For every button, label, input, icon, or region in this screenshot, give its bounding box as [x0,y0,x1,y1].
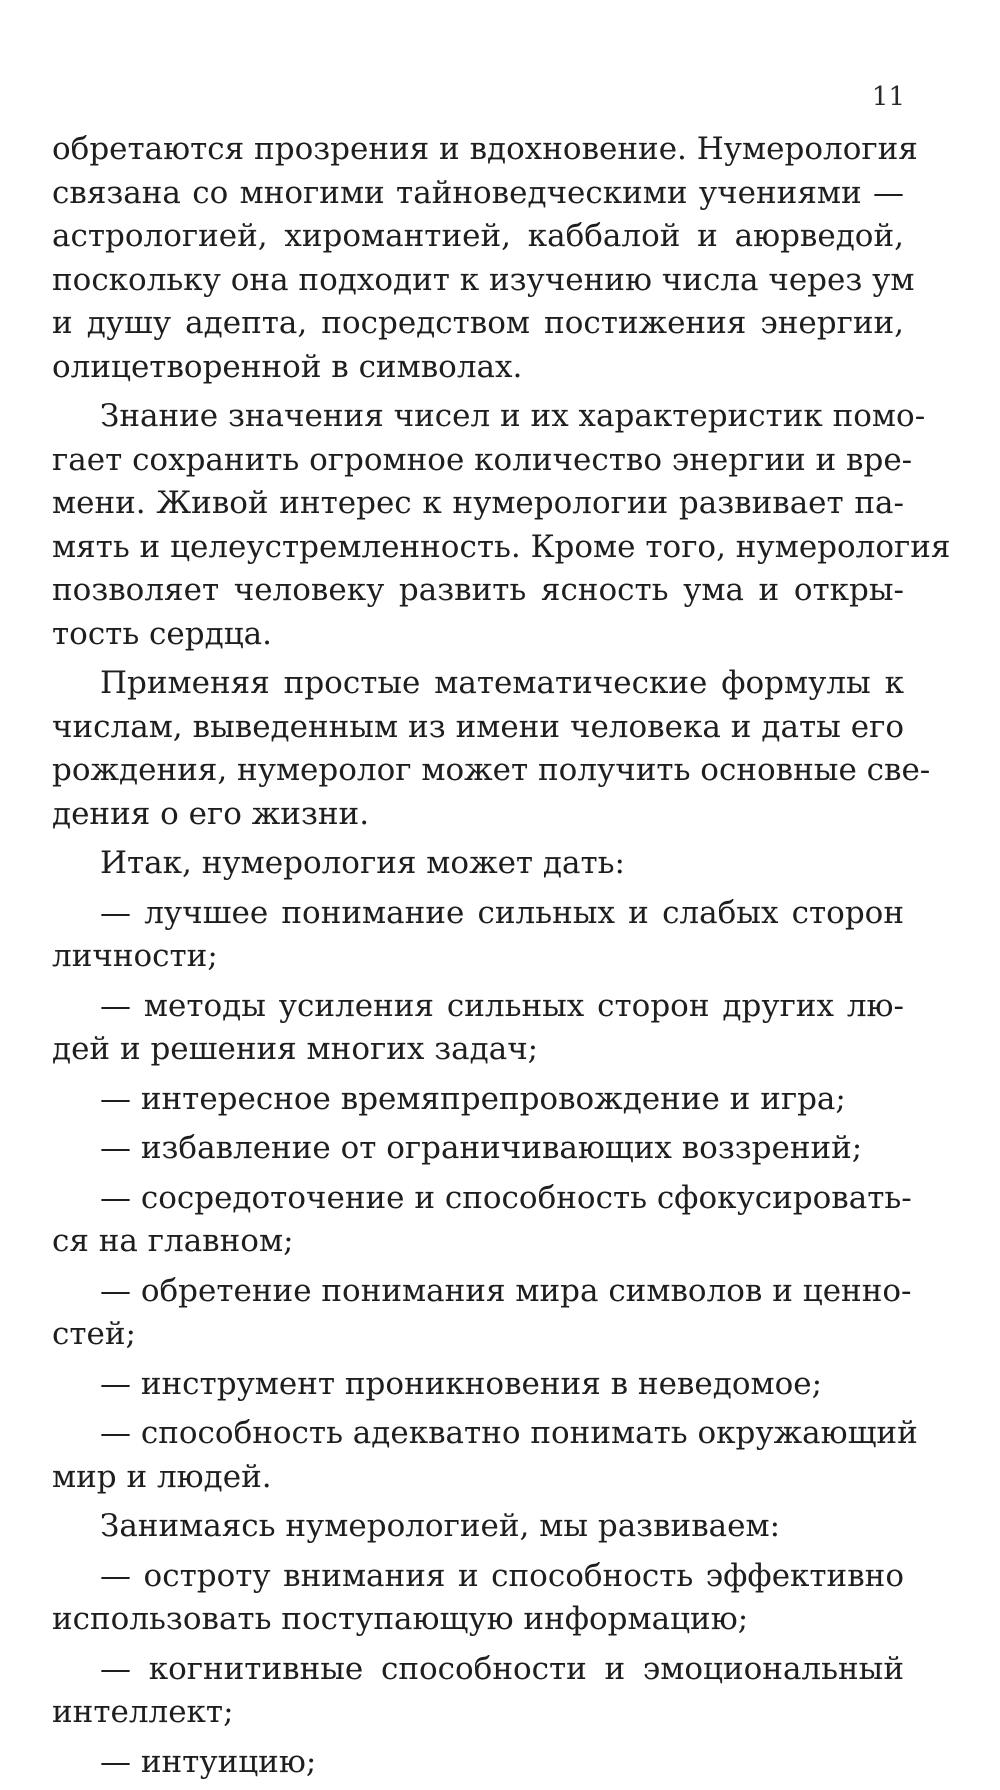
text-line: связана со многими тайноведческими учениями — [52,174,904,211]
text-line: дей и решения многих задач; [52,1031,539,1067]
paragraph-p16 [52,1741,904,1785]
text-line: — способность адекватно понимать окружающий [100,1415,918,1451]
text-line: мир и людей. [52,1458,272,1495]
text-line: дения о его жизни. [52,795,370,832]
paragraph-p6 [52,985,904,1072]
paragraph-p15 [52,1648,904,1735]
paragraph-p7 [52,1078,904,1122]
paragraph-p14 [52,1555,904,1642]
text-line: Знание значения чисел и их характеристик помо- [100,398,926,434]
text-line: — интуицию; [100,1743,317,1780]
text-line: — методы усиления сильных сторон других лю- [100,987,904,1024]
text-line: и душу адепта, посредством постижения энергии, [52,305,904,341]
text-line: рождения, нумеролог может получить основные све- [52,752,931,788]
paragraph-p10 [52,1270,912,1357]
text-line: — остроту внимания и способность эффективно [100,1557,904,1594]
paragraph-p12 [52,1412,918,1499]
text-line: личности; [52,938,218,974]
body-text [52,128,951,1790]
text-line: ся на главном; [52,1223,294,1259]
text-line: — лучшее понимание сильных и слабых сторон [100,894,904,931]
text-line: тость сердца. [52,615,272,652]
page-number: 11 [871,82,905,112]
text-line: мять и целеустремленность. Кроме того, нумерология [52,528,951,565]
text-line: стей; [52,1316,136,1352]
text-line: позволяет человеку развить ясность ума и откры- [52,572,904,608]
text-line: — интересное времяпрепровождение и игра; [100,1080,846,1117]
text-line: — когнитивные способности и эмоциональный [100,1650,904,1687]
paragraph-p11 [52,1363,904,1407]
text-line: использовать поступающую информацию; [52,1601,749,1637]
text-line: обретаются прозрения и вдохновение. Нумерология [52,131,918,167]
paragraph-p2 [52,395,951,656]
text-line: — обретение понимания мира символов и ценно- [100,1272,912,1309]
text-line: Применяя простые математические формулы к [100,665,904,701]
text-line: — избавление от ограничивающих воззрений; [100,1130,863,1166]
paragraph-p5 [52,892,904,979]
text-line: поскольку она подходит к изучению числа через ум [52,261,915,298]
paragraph-p13 [52,1505,904,1549]
paragraph-p1 [52,128,918,389]
text-line: астрологией, хиромантией, каббалой и аюрведой, [52,218,904,254]
text-line: — сосредоточение и способность сфокусировать- [100,1179,912,1216]
paragraph-p8 [52,1127,904,1171]
text-line: гает сохранить огромное количество энергии и вре- [52,441,913,478]
text-line: — инструмент проникновения в неведомое; [100,1365,823,1402]
paragraph-p4 [52,842,904,886]
text-line: Итак, нумерология может дать: [100,845,625,881]
paragraph-p3 [52,662,931,836]
text-line: Занимаясь нумерологией, мы развиваем: [100,1508,781,1544]
text-line: мени. Живой интерес к нумерологии развивает па- [52,485,904,521]
text-line: интеллект; [52,1694,234,1730]
text-line: олицетворенной в символах. [52,348,523,385]
paragraph-p9 [52,1177,912,1264]
text-line: числам, выведенным из имени человека и даты его [52,708,904,745]
